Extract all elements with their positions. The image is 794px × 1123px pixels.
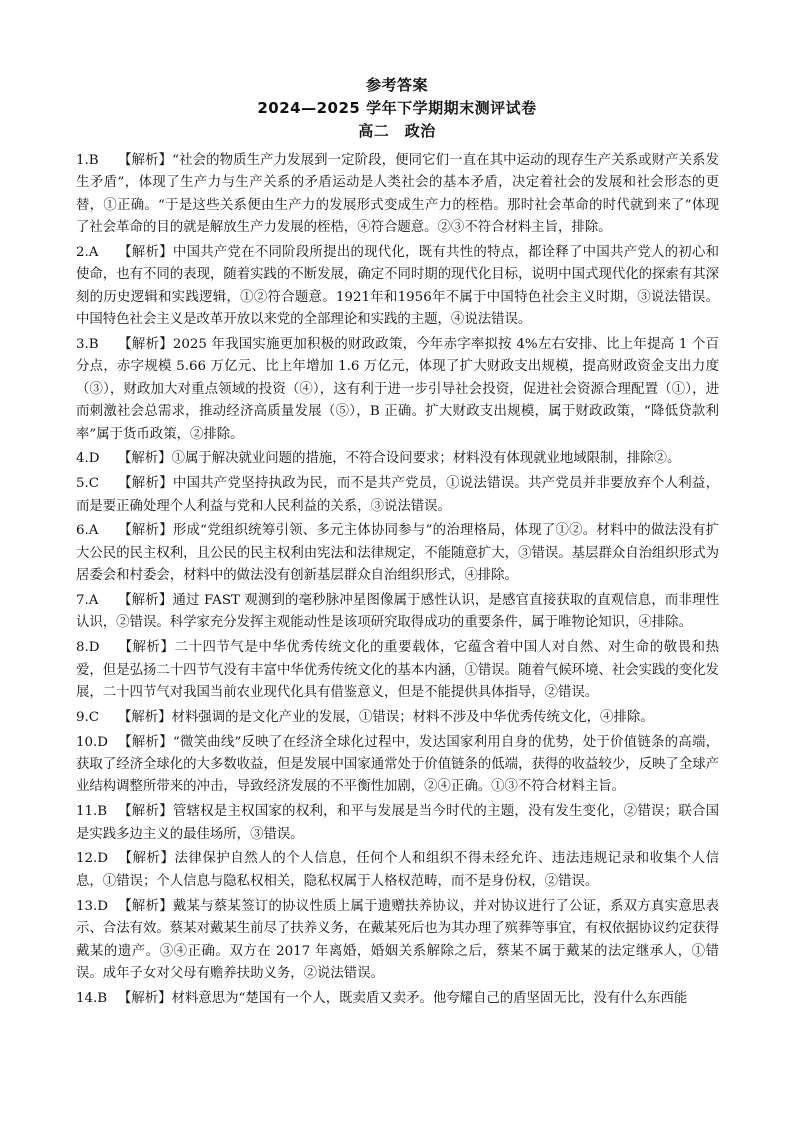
analysis-tag: 【解析】	[118, 851, 175, 867]
analysis-tag: 【解析】	[118, 245, 173, 261]
analysis-tag: 【解析】	[118, 337, 173, 353]
answer-number: 13.D	[76, 898, 109, 914]
answer-item	[76, 848, 719, 893]
answer-item	[76, 732, 719, 799]
analysis-text: 中国共产党坚持执政为民，而不是共产党员，①说法错误。共产党员并非要放弃个人利益，而是要正确处理个人利益与党和人民利益的关系，③说法错误。	[76, 476, 719, 514]
answer-number: 9.C	[76, 709, 100, 725]
answer-number: 6.A	[76, 523, 99, 539]
answer-number: 11.B	[76, 804, 108, 820]
document-header	[0, 74, 794, 143]
answer-item	[76, 473, 719, 518]
answer-item	[76, 988, 719, 1010]
analysis-tag: 【解析】	[118, 153, 173, 168]
answer-item	[76, 520, 719, 587]
header-exam-name: 2024—2025 学年下学期期末测评试卷	[257, 99, 537, 117]
analysis-tag: 【解析】	[118, 990, 172, 1006]
analysis-text: ①属于解决就业问题的措施，不符合设问要求；材料没有体现就业地域限制，排除②。	[171, 451, 681, 467]
answer-number: 14.B	[76, 990, 108, 1006]
analysis-tag: 【解析】	[118, 734, 173, 750]
analysis-tag: 【解析】	[118, 523, 173, 539]
header-subject: 高二 政治	[358, 122, 436, 140]
answer-item	[76, 334, 719, 446]
analysis-tag: 【解析】	[118, 709, 172, 725]
answer-item	[76, 242, 719, 332]
answer-item	[76, 707, 719, 729]
analysis-text: 戴某与蔡某签订的协议性质上属于遗赠扶养协议，并对协议进行了公证，系双方真实意思表示、合法有效。蔡某对戴某生前尽了扶养义务，在戴某死后也为其办理了殡葬等事宜，有权依据协议约定获得戴某的遗产。③④正确。双方在 2017 年离婚，婚姻关系解除之后，蔡某不属于戴某的法定继承人，①错误。成年子女对父母有赡养扶助义务，②说法错误。	[76, 898, 719, 981]
analysis-tag: 【解析】	[118, 804, 173, 820]
answer-item	[76, 801, 719, 846]
analysis-tag: 【解析】	[118, 476, 173, 492]
header-title: 参考答案	[365, 76, 428, 94]
analysis-tag: 【解析】	[118, 898, 173, 914]
analysis-tag: 【解析】	[118, 593, 173, 609]
analysis-text: 2025 年我国实施更加积极的财政政策，今年赤字率拟按 4%左右安排、比上年提高 1 个百分点，赤字规模 5.66 万亿元、比上年增加 1.6 万亿元，体现了扩大财政支出规模，提高财政资金支出力度（③），财政加大对重点领域的投资（④），这有利于进一步引导社会投资，促进社会资源合理配置（①），进而刺激社会总需求，推动经济高质量发展（⑤），B 正确。扩大财政支出规模，属于财政政策，“降低贷款利率”属于货币政策，②排除。	[76, 337, 719, 442]
analysis-text: 二十四节气是中华优秀传统文化的重要载体，它蕴含着中国人对自然、对生命的敬畏和热爱，但是弘扬二十四节气没有丰富中华优秀传统文化的基本内涵，①错误。随着气候环境、社会实践的变化发展，二十四节气对我国当前农业现代化具有借鉴意义，但是不能提供具体指导，②错误。	[76, 640, 720, 701]
analysis-text: “微笑曲线”反映了在经济全球化过程中，发达国家利用自身的优势，处于价值链条的高端，获取了经济全球化的大多数收益，但是发展中国家通常处于价值链条的低端，获得的收益较少，反映了全球产业结构调整所带来的冲击，导致经济发展的不平衡性加剧，②④正确。①③不符合材料主旨。	[76, 734, 719, 795]
analysis-text: 管辖权是主权国家的权利，和平与发展是当今时代的主题，没有发生变化，②错误；联合国是实践多边主义的最佳场所，③错误。	[76, 804, 719, 842]
answer-item	[76, 896, 719, 986]
answer-number: 5.C	[76, 476, 100, 492]
answer-number: 12.D	[76, 851, 109, 867]
answer-item	[76, 150, 719, 240]
answer-number: 7.A	[76, 593, 99, 609]
answer-item	[76, 637, 719, 704]
analysis-text: 中国共产党在不同阶段所提出的现代化，既有共性的特点，都诠释了中国共产党人的初心和使命，也有不同的表现，随着实践的不断发展，确定不同时期的现代化目标，说明中国式现代化的探索有其深刻的历史逻辑和实践逻辑，①②符合题意。1921年和1956年不属于中国特色社会主义时期，③说法错误。中国特色社会主义是改革开放以来党的全部理论和实践的主题，④说法错误。	[76, 245, 719, 328]
answer-item	[76, 448, 719, 470]
analysis-tag: 【解析】	[118, 451, 172, 467]
answer-number: 10.D	[76, 734, 109, 750]
answer-item	[76, 590, 719, 635]
answer-number: 3.B	[76, 337, 99, 353]
answer-number: 8.D	[76, 640, 100, 656]
answer-list	[76, 150, 719, 1013]
answer-number: 1.B	[76, 153, 99, 168]
answer-number: 4.D	[76, 451, 100, 467]
analysis-text: 法律保护自然人的个人信息，任何个人和组织不得未经允许、违法违规记录和收集个人信息，①错误；个人信息与隐私权相关，隐私权属于人格权范畴，而不是身份权，②错误。	[76, 851, 720, 889]
analysis-text: 形成“党组织统筹引领、多元主体协同参与”的治理格局，体现了①②。材料中的做法没有扩大公民的民主权利，且公民的民主权利由宪法和法律规定，不能随意扩大，③错误。基层群众自治组织形式为居委会和村委会，材料中的做法没有创新基层群众自治组织形式，④排除。	[76, 523, 719, 584]
analysis-text: 通过 FAST 观测到的毫秒脉冲星图像属于感性认识，是感官直接获取的直观信息，而非理性认识，②错误。科学家充分发挥主观能动性是该项研究取得成功的重要条件，属于唯物论知识，④排除。	[76, 593, 720, 631]
analysis-tag: 【解析】	[118, 640, 175, 656]
analysis-text: 材料意思为“楚国有一个人，既卖盾又卖矛。他夸耀自己的盾坚固无比，没有什么东西能	[171, 990, 688, 1006]
analysis-text: “社会的物质生产力发展到一定阶段，便同它们一直在其中运动的现存生产关系或财产关系发生矛盾”，体现了生产力与生产关系的矛盾运动是人类社会的基本矛盾，决定着社会的发展和社会形态的更替，①正确。“于是这些关系便由生产力的发展形式变成生产力的桎梏。那时社会革命的时代就到来了”体现了社会革命的目的就是解放生产力发展的桎梏，④符合题意。②③不符合材料主旨，排除。	[76, 153, 720, 236]
answer-number: 2.A	[76, 245, 99, 261]
analysis-text: 材料强调的是文化产业的发展，①错误；材料不涉及中华优秀传统文化，④排除。	[171, 709, 654, 725]
